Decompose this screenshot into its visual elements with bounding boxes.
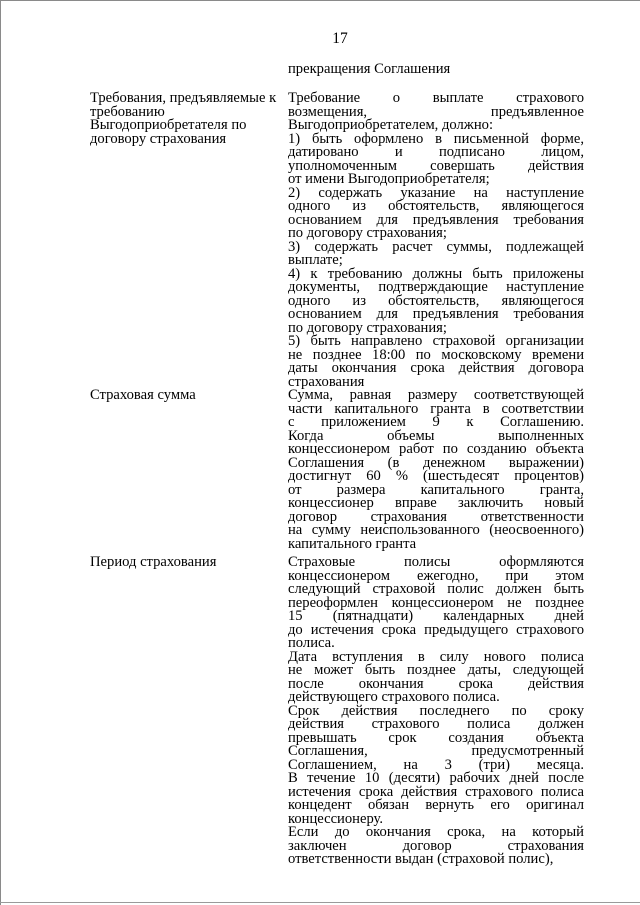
description-line: концедент обязан вернуть его оригинал xyxy=(288,797,584,813)
description-line: даты окончания срока действия договора xyxy=(288,360,584,376)
description-line: ответственности выдан (страховой полис), xyxy=(288,851,554,867)
description-line: части капитального гранта в соответствии xyxy=(288,400,584,417)
description-line: не позднее 18:00 по московскому времени xyxy=(288,346,584,363)
description-line: Если до окончания срока, на который xyxy=(288,824,584,840)
term-description xyxy=(288,556,584,867)
description-line: В течение 10 (десяти) рабочих дней после xyxy=(288,770,584,786)
description-line: Соглашения, предусмотренный xyxy=(288,743,584,759)
description-line: Дата вступления в силу нового полиса xyxy=(288,648,584,665)
description-line: одного из обстоятельств, являющегося xyxy=(288,292,584,309)
description-line: концессионером ежегодно, при этом xyxy=(288,567,584,584)
description-line: страхования xyxy=(288,373,365,390)
description-line: действия страхового полиса должен xyxy=(288,716,584,732)
page-left-edge xyxy=(0,0,1,905)
description-line: достигнут 60 % (шестьдесят процентов) xyxy=(288,468,584,484)
description-line: Выгодоприобретателем, должно: xyxy=(288,117,494,133)
description-line: Сумма, равная размеру соответствующей xyxy=(288,387,584,403)
description-line: капитального гранта xyxy=(288,535,417,552)
description-line: следующий страховой полис должен быть xyxy=(288,581,584,597)
term-label: Требования, предъявляемые к требованию Выгодоприобретателя по договору страхования xyxy=(90,90,277,147)
description-line: от имени Выгодоприобретателя; xyxy=(288,171,490,187)
description-line: 4) к требованию должны быть приложены xyxy=(288,265,584,282)
description-line: истечения срока действия страхового полиса xyxy=(288,783,584,800)
description-line: основанием для предъявления требования xyxy=(288,306,584,322)
description-line: основанием для предъявления требования xyxy=(288,211,584,228)
description-line: Страховые полисы оформляются xyxy=(288,554,584,570)
description-line: выплате; xyxy=(288,252,343,268)
description-line: Когда объемы выполненных xyxy=(288,427,584,444)
description-line: 3) содержать расчет суммы, подлежащей xyxy=(288,238,584,255)
description-line: уполномоченным совершать действия xyxy=(288,157,584,174)
description-line: по договору страхования; xyxy=(288,225,447,241)
description-line: после окончания срока действия xyxy=(288,675,584,692)
description-line: документы, подтверждающие наступление xyxy=(288,279,584,295)
description-line: заключен договор страхования xyxy=(288,837,584,854)
description-line: 2) содержать указание на наступление xyxy=(288,184,584,201)
description-line: 15 (пятнадцати) календарных дней xyxy=(288,608,584,624)
page-number: 17 xyxy=(332,30,348,47)
description-line: превышать срок создания объекта xyxy=(288,729,584,746)
description-line: возмещения, предъявленное xyxy=(288,103,584,120)
description-line: до истечения срока предыдущего страхового xyxy=(288,621,584,638)
page-top-edge xyxy=(0,0,640,1)
description-line: Требование о выплате страхового xyxy=(288,90,584,106)
description-line: не может быть позднее даты, следующей xyxy=(288,662,584,678)
description-line: по договору страхования; xyxy=(288,319,447,336)
description-line: датировано и подписано лицом, xyxy=(288,144,584,160)
description-line: полиса. xyxy=(288,635,335,651)
description-line: Соглашения (в денежном выражении) xyxy=(288,454,584,471)
description-line: на сумму неиспользованного (неосвоенного) xyxy=(288,522,584,538)
description-line: одного из обстоятельств, являющегося xyxy=(288,198,584,214)
term-label: Период страхования xyxy=(90,554,217,570)
description-line: действующего страхового полиса. xyxy=(288,689,500,705)
page-bottom-edge xyxy=(0,902,640,903)
description-line: от размера капитального гранта, xyxy=(288,481,584,498)
description-line: с приложением 9 к Соглашению. xyxy=(288,414,584,430)
term-description xyxy=(288,92,584,389)
description-line: концессионером работ по созданию объекта xyxy=(288,441,584,457)
continuation-text: прекращения Соглашения xyxy=(288,61,451,77)
description-line: концессионеру. xyxy=(288,810,384,827)
term-label: Страховая сумма xyxy=(90,387,196,403)
description-line: переоформлен концессионером не позднее xyxy=(288,594,584,611)
term-description xyxy=(288,389,584,551)
description-line: 1) быть оформлено в письменной форме, xyxy=(288,130,584,147)
description-line: Соглашением, на 3 (три) месяца. xyxy=(288,756,584,773)
description-line: Срок действия последнего по сроку xyxy=(288,702,584,719)
description-line: концессионер вправе заключить новый xyxy=(288,495,584,511)
description-line: договор страхования ответственности xyxy=(288,508,584,525)
description-line: 5) быть направлено страховой организации xyxy=(288,333,584,349)
